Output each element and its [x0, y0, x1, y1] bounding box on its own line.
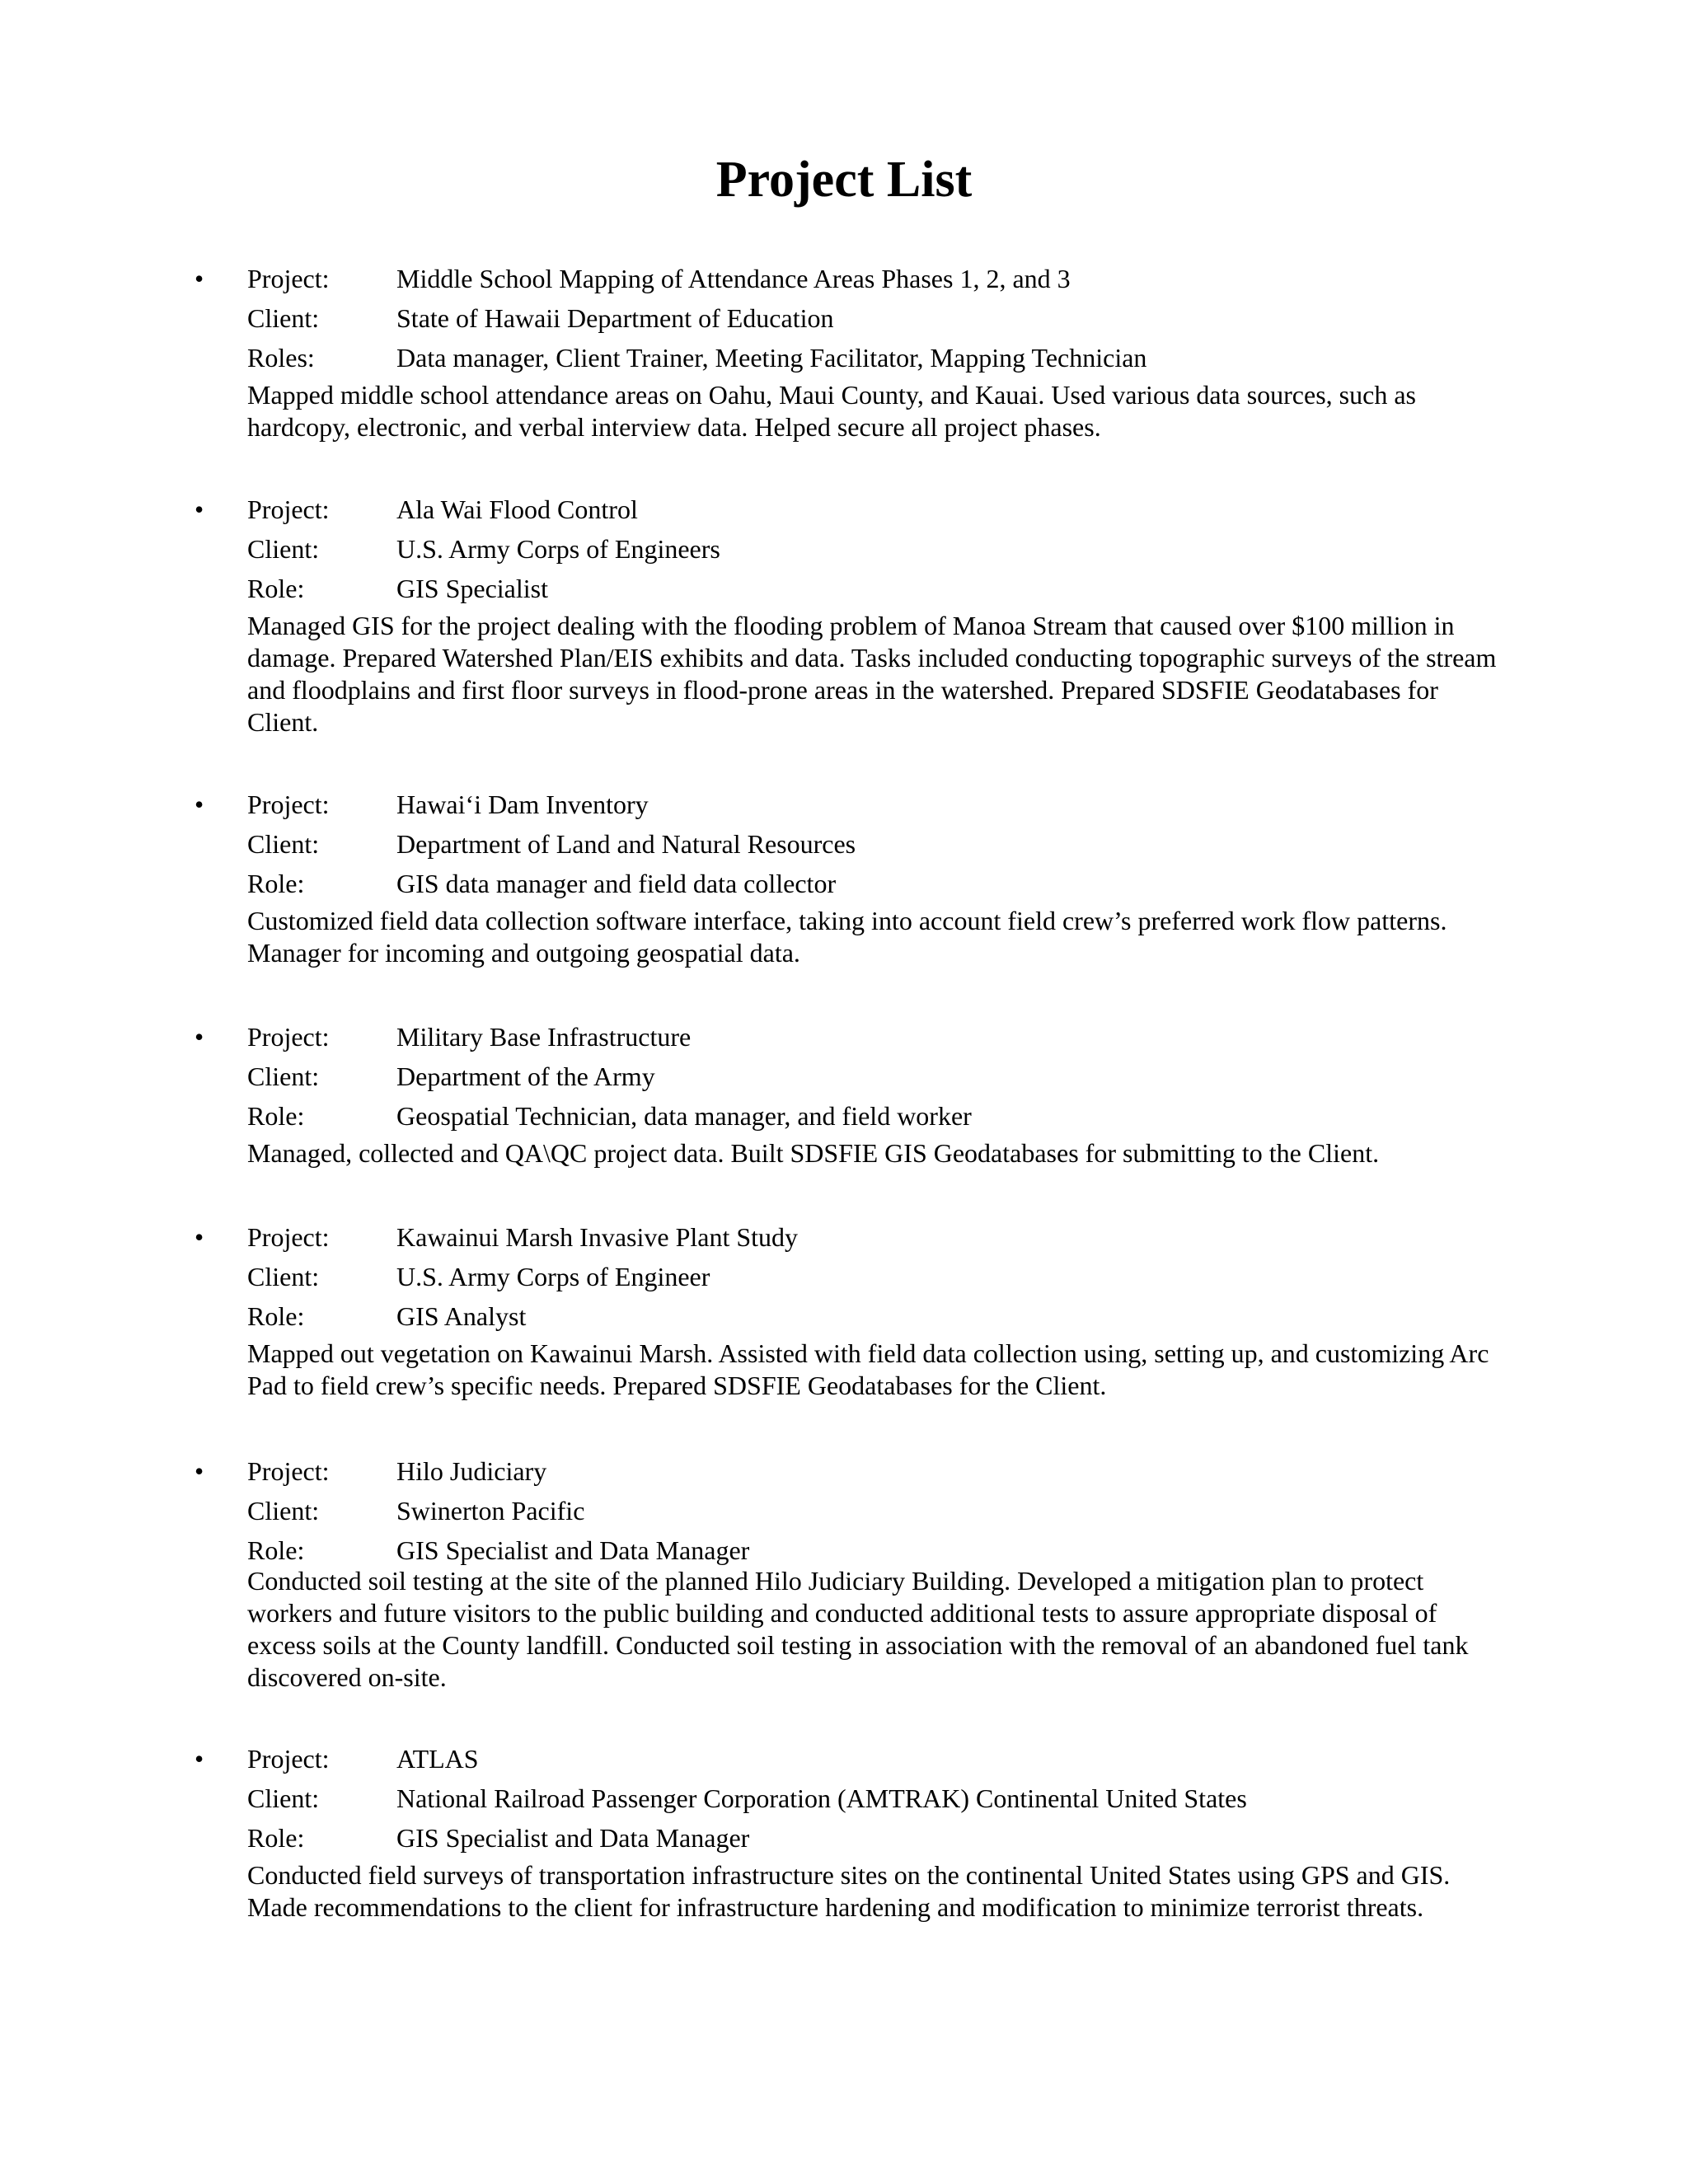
role-value: GIS data manager and field data collector: [396, 869, 837, 898]
role-value: GIS Analyst: [396, 1301, 527, 1331]
bullet-icon: •: [195, 1456, 204, 1486]
role-label: Role:: [247, 869, 305, 898]
role-row: [247, 338, 1497, 377]
client-row: [247, 1257, 1497, 1296]
role-row: [247, 569, 1497, 608]
project-name: Ala Wai Flood Control: [396, 494, 638, 524]
role-label: Role:: [247, 1535, 305, 1565]
project-description: Customized field data collection software interface, taking into account field crew’s preferred work flow patterns. Manager for incoming and outgoing geospatial data.: [247, 906, 1447, 968]
project-entry: [195, 259, 1497, 443]
role-row: [247, 1296, 1497, 1336]
role-value: GIS Specialist and Data Manager: [396, 1535, 750, 1565]
project-label: Project:: [247, 1022, 330, 1052]
project-name: Hawai‘i Dam Inventory: [396, 790, 649, 819]
project-row: [247, 490, 1497, 529]
client-name: Swinerton Pacific: [396, 1496, 585, 1526]
client-row: [247, 1057, 1497, 1096]
role-value: Geospatial Technician, data manager, and field worker: [396, 1101, 972, 1131]
bullet-icon: •: [195, 494, 204, 524]
role-label: Role:: [247, 1823, 305, 1853]
project-entry: [195, 1017, 1497, 1169]
project-entry: [195, 1739, 1497, 1924]
role-label: Role:: [247, 1101, 305, 1131]
project-name: Military Base Infrastructure: [396, 1022, 692, 1052]
client-label: Client:: [247, 1496, 320, 1526]
project-description: Mapped out vegetation on Kawainui Marsh. Assisted with field data collection using, setting up, and customizing Arc Pad to field crew’s specific needs. Prepared SDSFIE Geodatabases for the Client.: [247, 1338, 1489, 1400]
project-description: Managed GIS for the project dealing with the flooding problem of Manoa Stream that caused over $100 million in damage. Prepared Watershed Plan/EIS exhibits and data. Tasks included conducting topographic surveys of the stream and floodplains and first floor surveys in flood-prone areas in the watershed. Prepared SDSFIE Geodatabases for Client.: [247, 611, 1497, 737]
client-row: [247, 1491, 1497, 1530]
client-name: U.S. Army Corps of Engineer: [396, 1262, 710, 1291]
client-label: Client:: [247, 1262, 320, 1291]
project-entry: [195, 785, 1497, 969]
client-row: [247, 1779, 1497, 1818]
client-row: [247, 824, 1497, 864]
role-value: Data manager, Client Trainer, Meeting Facilitator, Mapping Technician: [396, 343, 1147, 373]
client-label: Client:: [247, 1062, 320, 1091]
client-name: State of Hawaii Department of Education: [396, 303, 834, 333]
role-row: [247, 1096, 1497, 1136]
client-name: Department of Land and Natural Resources: [396, 829, 856, 859]
project-label: Project:: [247, 494, 330, 524]
role-label: Role:: [247, 1301, 305, 1331]
role-label: Role:: [247, 574, 305, 603]
client-name: National Railroad Passenger Corporation (AMTRAK) Continental United States: [396, 1783, 1247, 1813]
page-title: Project List: [715, 152, 973, 208]
role-value: GIS Specialist and Data Manager: [396, 1823, 750, 1853]
project-row: [247, 1739, 1497, 1779]
project-name: Hilo Judiciary: [396, 1456, 547, 1486]
project-name: Middle School Mapping of Attendance Areas Phases 1, 2, and 3: [396, 264, 1071, 293]
project-row: [247, 1451, 1497, 1491]
bullet-icon: •: [195, 790, 204, 819]
project-description: Managed, collected and QA\QC project data. Built SDSFIE GIS Geodatabases for submitting to the Client.: [247, 1138, 1380, 1168]
project-entry: [195, 490, 1497, 738]
project-row: [247, 1217, 1497, 1257]
bullet-icon: •: [195, 1222, 204, 1252]
project-description: Conducted soil testing at the site of the planned Hilo Judiciary Building. Developed a mitigation plan to protect workers and future visitors to the public building and conducted additional tests to assure appropriate disposal of excess soils at the County landfill. Conducted soil testing in association with the removal of an abandoned fuel tank discovered on-site.: [247, 1566, 1469, 1692]
client-name: Department of the Army: [396, 1062, 655, 1091]
bullet-icon: •: [195, 1744, 204, 1774]
project-entry: [195, 1217, 1497, 1402]
role-row: [247, 1530, 1497, 1570]
project-label: Project:: [247, 1456, 330, 1486]
client-label: Client:: [247, 303, 320, 333]
project-label: Project:: [247, 1744, 330, 1774]
project-label: Project:: [247, 264, 330, 293]
project-description: Conducted field surveys of transportation infrastructure sites on the continental United States using GPS and GIS. Made recommendations to the client for infrastructure hardening and modification to minimize terrorist threats.: [247, 1860, 1451, 1922]
bullet-icon: •: [195, 1022, 204, 1052]
project-row: [247, 1017, 1497, 1057]
role-label: Roles:: [247, 343, 315, 373]
client-row: [247, 298, 1497, 338]
project-entry: [195, 1451, 1497, 1694]
project-label: Project:: [247, 1222, 330, 1252]
project-name: Kawainui Marsh Invasive Plant Study: [396, 1222, 799, 1252]
role-row: [247, 864, 1497, 903]
project-name: ATLAS: [396, 1744, 479, 1774]
project-row: [247, 785, 1497, 824]
role-row: [247, 1818, 1497, 1858]
client-row: [247, 529, 1497, 569]
project-row: [247, 259, 1497, 298]
role-value: GIS Specialist: [396, 574, 548, 603]
bullet-icon: •: [195, 264, 204, 293]
client-label: Client:: [247, 1783, 320, 1813]
client-name: U.S. Army Corps of Engineers: [396, 534, 720, 564]
client-label: Client:: [247, 829, 320, 859]
client-label: Client:: [247, 534, 320, 564]
project-label: Project:: [247, 790, 330, 819]
project-description: Mapped middle school attendance areas on Oahu, Maui County, and Kauai. Used various data sources, such as hardcopy, electronic, and verbal interview data. Helped secure all project phases.: [247, 380, 1416, 442]
